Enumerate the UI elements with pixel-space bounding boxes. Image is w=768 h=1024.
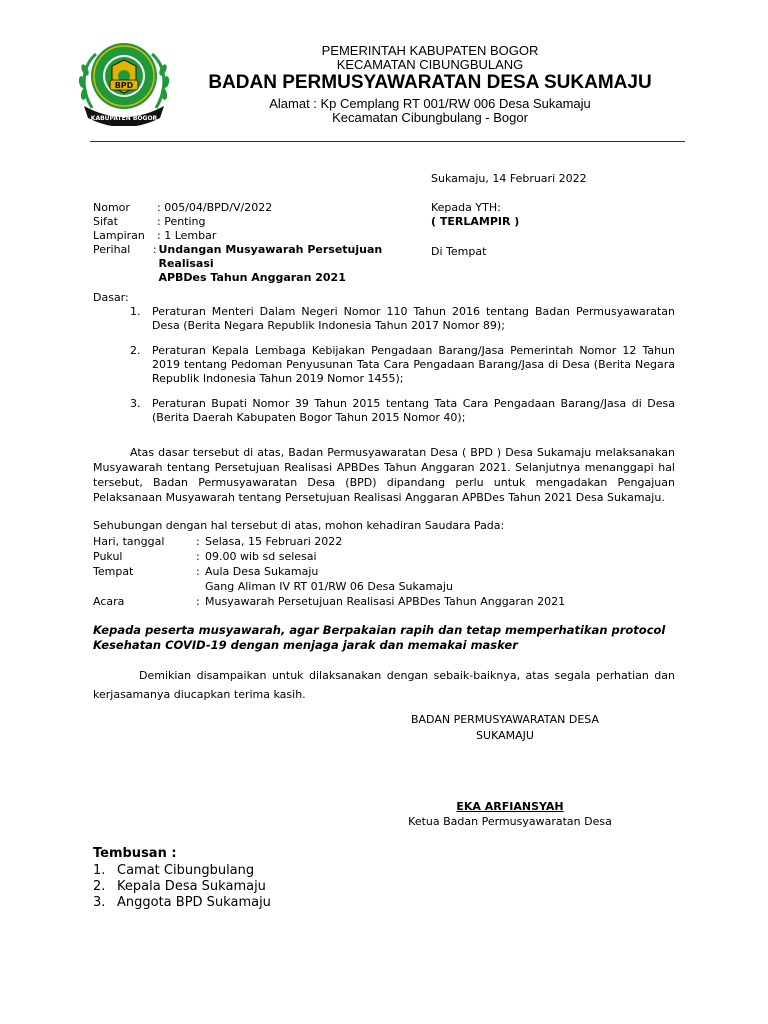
logo-ribbon-text: KABUPATEN BOGOR bbox=[90, 115, 158, 122]
schedule-label: Hari, tanggal bbox=[93, 535, 165, 548]
invite-intro: Sehubungan dengan hal tersebut di atas, mohon kehadiran Saudara Pada: bbox=[93, 519, 505, 532]
list-text: Peraturan Menteri Dalam Negeri Nomor 110 Tahun 2016 tentang Badan Permusyawaratan Desa (Berita Negara Republik Indonesia Tahun 2017 Nomor 89); bbox=[152, 305, 675, 332]
list-number: 3. bbox=[130, 397, 141, 410]
signer-title: Ketua Badan Permusyawaratan Desa bbox=[408, 815, 612, 828]
meta-value: : 005/04/BPD/V/2022 bbox=[157, 201, 273, 214]
schedule-row: Tempat : Aula Desa Sukamaju bbox=[93, 565, 319, 578]
perihal-label: Perihal bbox=[93, 243, 131, 256]
recipient-label: Kepada YTH: bbox=[431, 201, 501, 214]
sign-org-line2: SUKAMAJU bbox=[476, 729, 534, 742]
schedule-label bbox=[93, 579, 196, 594]
meta-label: Lampiran bbox=[93, 229, 145, 242]
schedule-value: Selasa, 15 Februari 2022 bbox=[205, 535, 343, 548]
schedule-table bbox=[93, 534, 593, 609]
list-item bbox=[93, 895, 271, 911]
dasar-list bbox=[130, 305, 675, 436]
schedule-row: Acara : Musyawarah Persetujuan Realisasi APBDes Tahun Anggaran 2021 bbox=[93, 595, 566, 608]
meta-label: Sifat bbox=[93, 215, 118, 228]
list-item bbox=[130, 305, 675, 333]
list-text: Camat Cibungbulang bbox=[117, 863, 255, 878]
perihal-colon: : bbox=[152, 243, 157, 256]
schedule-value: Musyawarah Persetujuan Realisasi APBDes Tahun Anggaran 2021 bbox=[205, 595, 566, 608]
schedule-value: Aula Desa Sukamaju bbox=[205, 565, 319, 578]
meta-row bbox=[93, 201, 423, 215]
recipient-value: ( TERLAMPIR ) bbox=[431, 215, 520, 228]
body-paragraph: Atas dasar tersebut di atas, Badan Permusyawaratan Desa ( BPD ) Desa Sukamaju melaksanakan Musyawarah tentang Persetujuan Realisasi APBDes Tahun Anggaran 2021. Selanjutnya menanggapi hal tersebut, Badan Permusyawaratan Desa (BPD) dipandang perlu untuk mengadakan Pengajuan Pelaksanaan Musyawarah tentang Persetujuan Realisasi Anggaran APBDes Tahun 2021 Desa Sukamaju. bbox=[93, 446, 675, 504]
header-line2: KECAMATAN CIBUNGBULANG bbox=[336, 57, 524, 72]
list-text: Peraturan Kepala Lembaga Kebijakan Pengadaan Barang/Jasa Pemerintah Nomor 12 Tahun 2019 tentang Pedoman Penyusunan Tata Cara Pengadaan Barang/Jasa di Desa (Berita Negara Republik Indonesia Tahun 2019 Nomor 1455); bbox=[152, 344, 675, 385]
meta-value: : Penting bbox=[157, 215, 206, 228]
tembusan-list bbox=[93, 863, 271, 911]
perihal-line1: Undangan Musyawarah Persetujuan Realisasi bbox=[158, 243, 383, 270]
list-item bbox=[130, 344, 675, 386]
list-number: 1. bbox=[93, 863, 106, 878]
header-line1: PEMERINTAH KABUPATEN BOGOR bbox=[321, 43, 539, 58]
list-item bbox=[130, 397, 675, 425]
address-line1: Alamat : Kp Cemplang RT 001/RW 006 Desa Sukamaju bbox=[269, 96, 591, 111]
list-text: Peraturan Bupati Nomor 39 Tahun 2015 tentang Tata Cara Pengadaan Barang/Jasa di Desa (Berita Daerah Kabupaten Bogor Tahun 2015 Nomor 40); bbox=[152, 397, 675, 424]
schedule-label: Tempat bbox=[93, 565, 134, 578]
schedule-row: Pukul : 09.00 wib sd selesai bbox=[93, 550, 317, 563]
list-number: 2. bbox=[130, 344, 141, 357]
signature-block bbox=[390, 712, 620, 744]
perihal-row bbox=[93, 243, 423, 285]
dasar-label: Dasar: bbox=[93, 291, 129, 304]
list-number: 1. bbox=[130, 305, 141, 318]
covid-notice: Kepada peserta musyawarah, agar Berpakaian rapih dan tetap memperhatikan protocol Kesehatan COVID-19 dengan menjaga jarak dan memakai masker bbox=[93, 623, 666, 652]
list-number: 2. bbox=[93, 879, 106, 894]
sign-org-line1: BADAN PERMUSYAWARATAN DESA bbox=[410, 713, 600, 726]
logo-center-text: BPD bbox=[114, 81, 134, 90]
meta-row bbox=[93, 229, 423, 243]
place-date: Sukamaju, 14 Februari 2022 bbox=[431, 172, 587, 185]
letter-meta bbox=[93, 201, 423, 285]
list-item bbox=[93, 863, 271, 879]
org-name: BADAN PERMUSYAWARATAN DESA SUKAMAJU bbox=[208, 72, 652, 93]
closing-paragraph: Demikian disampaikan untuk dilaksanakan dengan sebaik-baiknya, atas segala perhatian dan kerjasamanya diucapkan terima kasih. bbox=[93, 669, 675, 701]
perihal-line2: APBDes Tahun Anggaran 2021 bbox=[158, 271, 346, 284]
schedule-label: Pukul bbox=[93, 550, 123, 563]
address-line2: Kecamatan Cibungbulang - Bogor bbox=[332, 110, 528, 125]
signer-name: EKA ARFIANSYAH bbox=[456, 800, 564, 813]
header-divider bbox=[90, 141, 685, 142]
schedule-value: 09.00 wib sd selesai bbox=[205, 550, 317, 563]
tembusan-label: Tembusan : bbox=[93, 846, 177, 861]
recipient-place: Di Tempat bbox=[431, 245, 487, 258]
meta-row bbox=[93, 215, 423, 229]
schedule-row: Hari, tanggal : Selasa, 15 Februari 2022 bbox=[93, 535, 343, 548]
recipient-block bbox=[431, 201, 519, 259]
schedule-value: Gang Aliman IV RT 01/RW 06 Desa Sukamaju bbox=[205, 580, 453, 593]
list-text: Kepala Desa Sukamaju bbox=[117, 879, 266, 894]
meta-value: : 1 Lembar bbox=[157, 229, 217, 242]
bpd-logo bbox=[76, 36, 172, 126]
meta-label: Nomor bbox=[93, 201, 130, 214]
list-text: Anggota BPD Sukamaju bbox=[117, 895, 271, 910]
list-item bbox=[93, 879, 271, 895]
schedule-row bbox=[93, 579, 593, 594]
list-number: 3. bbox=[93, 895, 106, 910]
schedule-label: Acara bbox=[93, 595, 125, 608]
